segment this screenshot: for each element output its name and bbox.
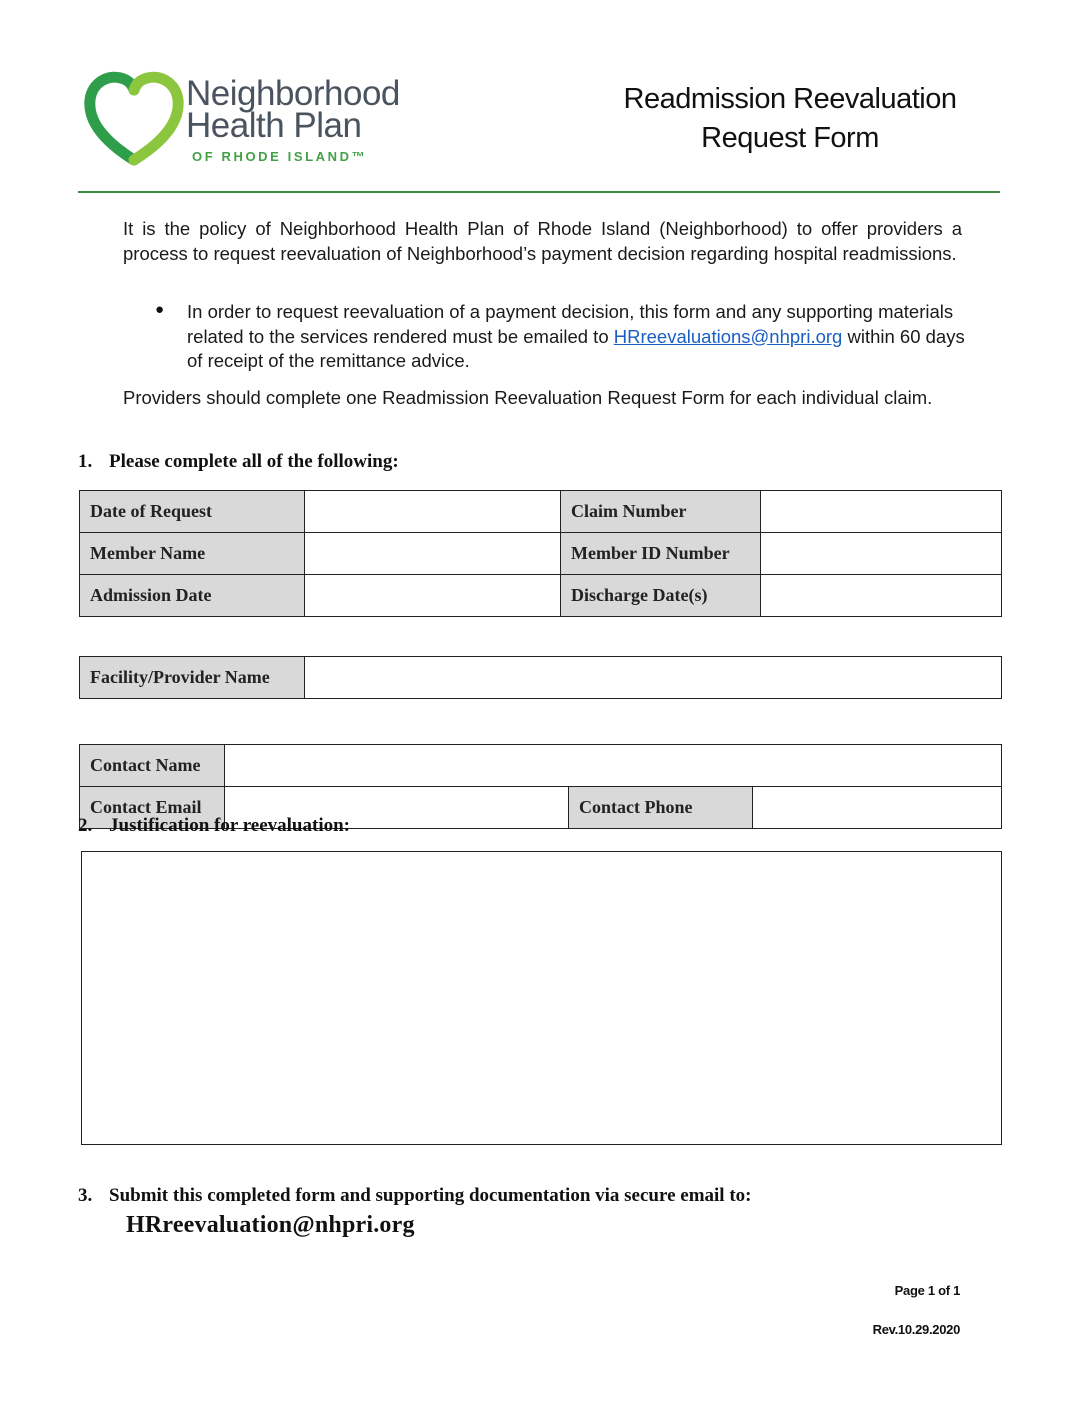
form-title [590, 80, 990, 158]
policy-paragraph: It is the policy of Neighborhood Health Plan of Rhode Island (Neighborhood) to offer providers a process to request reevaluation of Neighborhood’s payment decision regarding hospital readmissions. [123, 218, 962, 264]
facility-provider-label: Facility/Provider Name [80, 657, 305, 699]
section-number: 1. [78, 451, 93, 472]
contact-name-field[interactable] [225, 745, 1002, 787]
justification-textarea[interactable] [81, 851, 1002, 1145]
header-divider [78, 191, 1000, 193]
contact-email-label: Contact Email [80, 787, 225, 829]
claim-info-table [79, 490, 1002, 617]
revision-date: Rev.10.29.2020 [872, 1322, 960, 1337]
bullet-icon: ● [155, 301, 165, 318]
section-title: Submit this completed form and supporting documentation via secure email to: [109, 1185, 752, 1206]
contact-name-label: Contact Name [80, 745, 225, 787]
facility-provider-field[interactable] [305, 657, 1002, 699]
logo-text-line3: OF RHODE ISLAND™ [192, 149, 368, 164]
heart-logo-icon [84, 68, 184, 168]
reevaluations-email-link[interactable]: HRreevaluations@nhpri.org [613, 325, 843, 347]
admission-date-label: Admission Date [80, 575, 305, 617]
claim-number-label: Claim Number [561, 491, 761, 533]
instructions-text: In order to request reevaluation of a payment decision, this form and any supporting materials related to the services rendered must be emailed to [187, 301, 954, 347]
date-of-request-label: Date of Request [80, 491, 305, 533]
section-number: 3. [78, 1185, 93, 1206]
provider-info-table [79, 656, 1002, 699]
neighborhood-logo [84, 66, 424, 170]
section-number: 2. [78, 815, 93, 836]
logo-text-line1: Neighborhood [186, 74, 400, 113]
providers-note: Providers should complete one Readmission Reevaluation Request Form for each individual claim. [123, 387, 933, 408]
section-1-heading [78, 451, 978, 477]
admission-date-field[interactable] [305, 575, 561, 617]
table-row [80, 745, 1002, 787]
contact-phone-label: Contact Phone [569, 787, 753, 829]
logo-text-line2: Health Plan [186, 106, 362, 145]
submission-email: HRreevaluation@nhpri.org [126, 1212, 415, 1238]
discharge-dates-field[interactable] [761, 575, 1002, 617]
form-title-line2: Request Form [701, 122, 879, 154]
instructions-deadline: within 60 days of receipt of the remittance advice. [187, 325, 965, 371]
form-title-line1: Readmission Reevaluation [623, 83, 957, 115]
table-row [80, 575, 1002, 617]
member-id-field[interactable] [761, 533, 1002, 575]
table-row [80, 657, 1002, 699]
discharge-dates-label: Discharge Date(s) [561, 575, 761, 617]
section-2-heading [78, 815, 978, 841]
section-title: Please complete all of the following: [109, 451, 399, 472]
claim-number-field[interactable] [761, 491, 1002, 533]
date-of-request-field[interactable] [305, 491, 561, 533]
member-name-field[interactable] [305, 533, 561, 575]
table-row [80, 533, 1002, 575]
section-title: Justification for reevaluation: [109, 815, 350, 836]
table-row [80, 491, 1002, 533]
submission-instructions [187, 300, 977, 374]
page-number: Page 1 of 1 [894, 1283, 960, 1298]
member-name-label: Member Name [80, 533, 305, 575]
section-3-heading [78, 1185, 978, 1211]
member-id-label: Member ID Number [561, 533, 761, 575]
